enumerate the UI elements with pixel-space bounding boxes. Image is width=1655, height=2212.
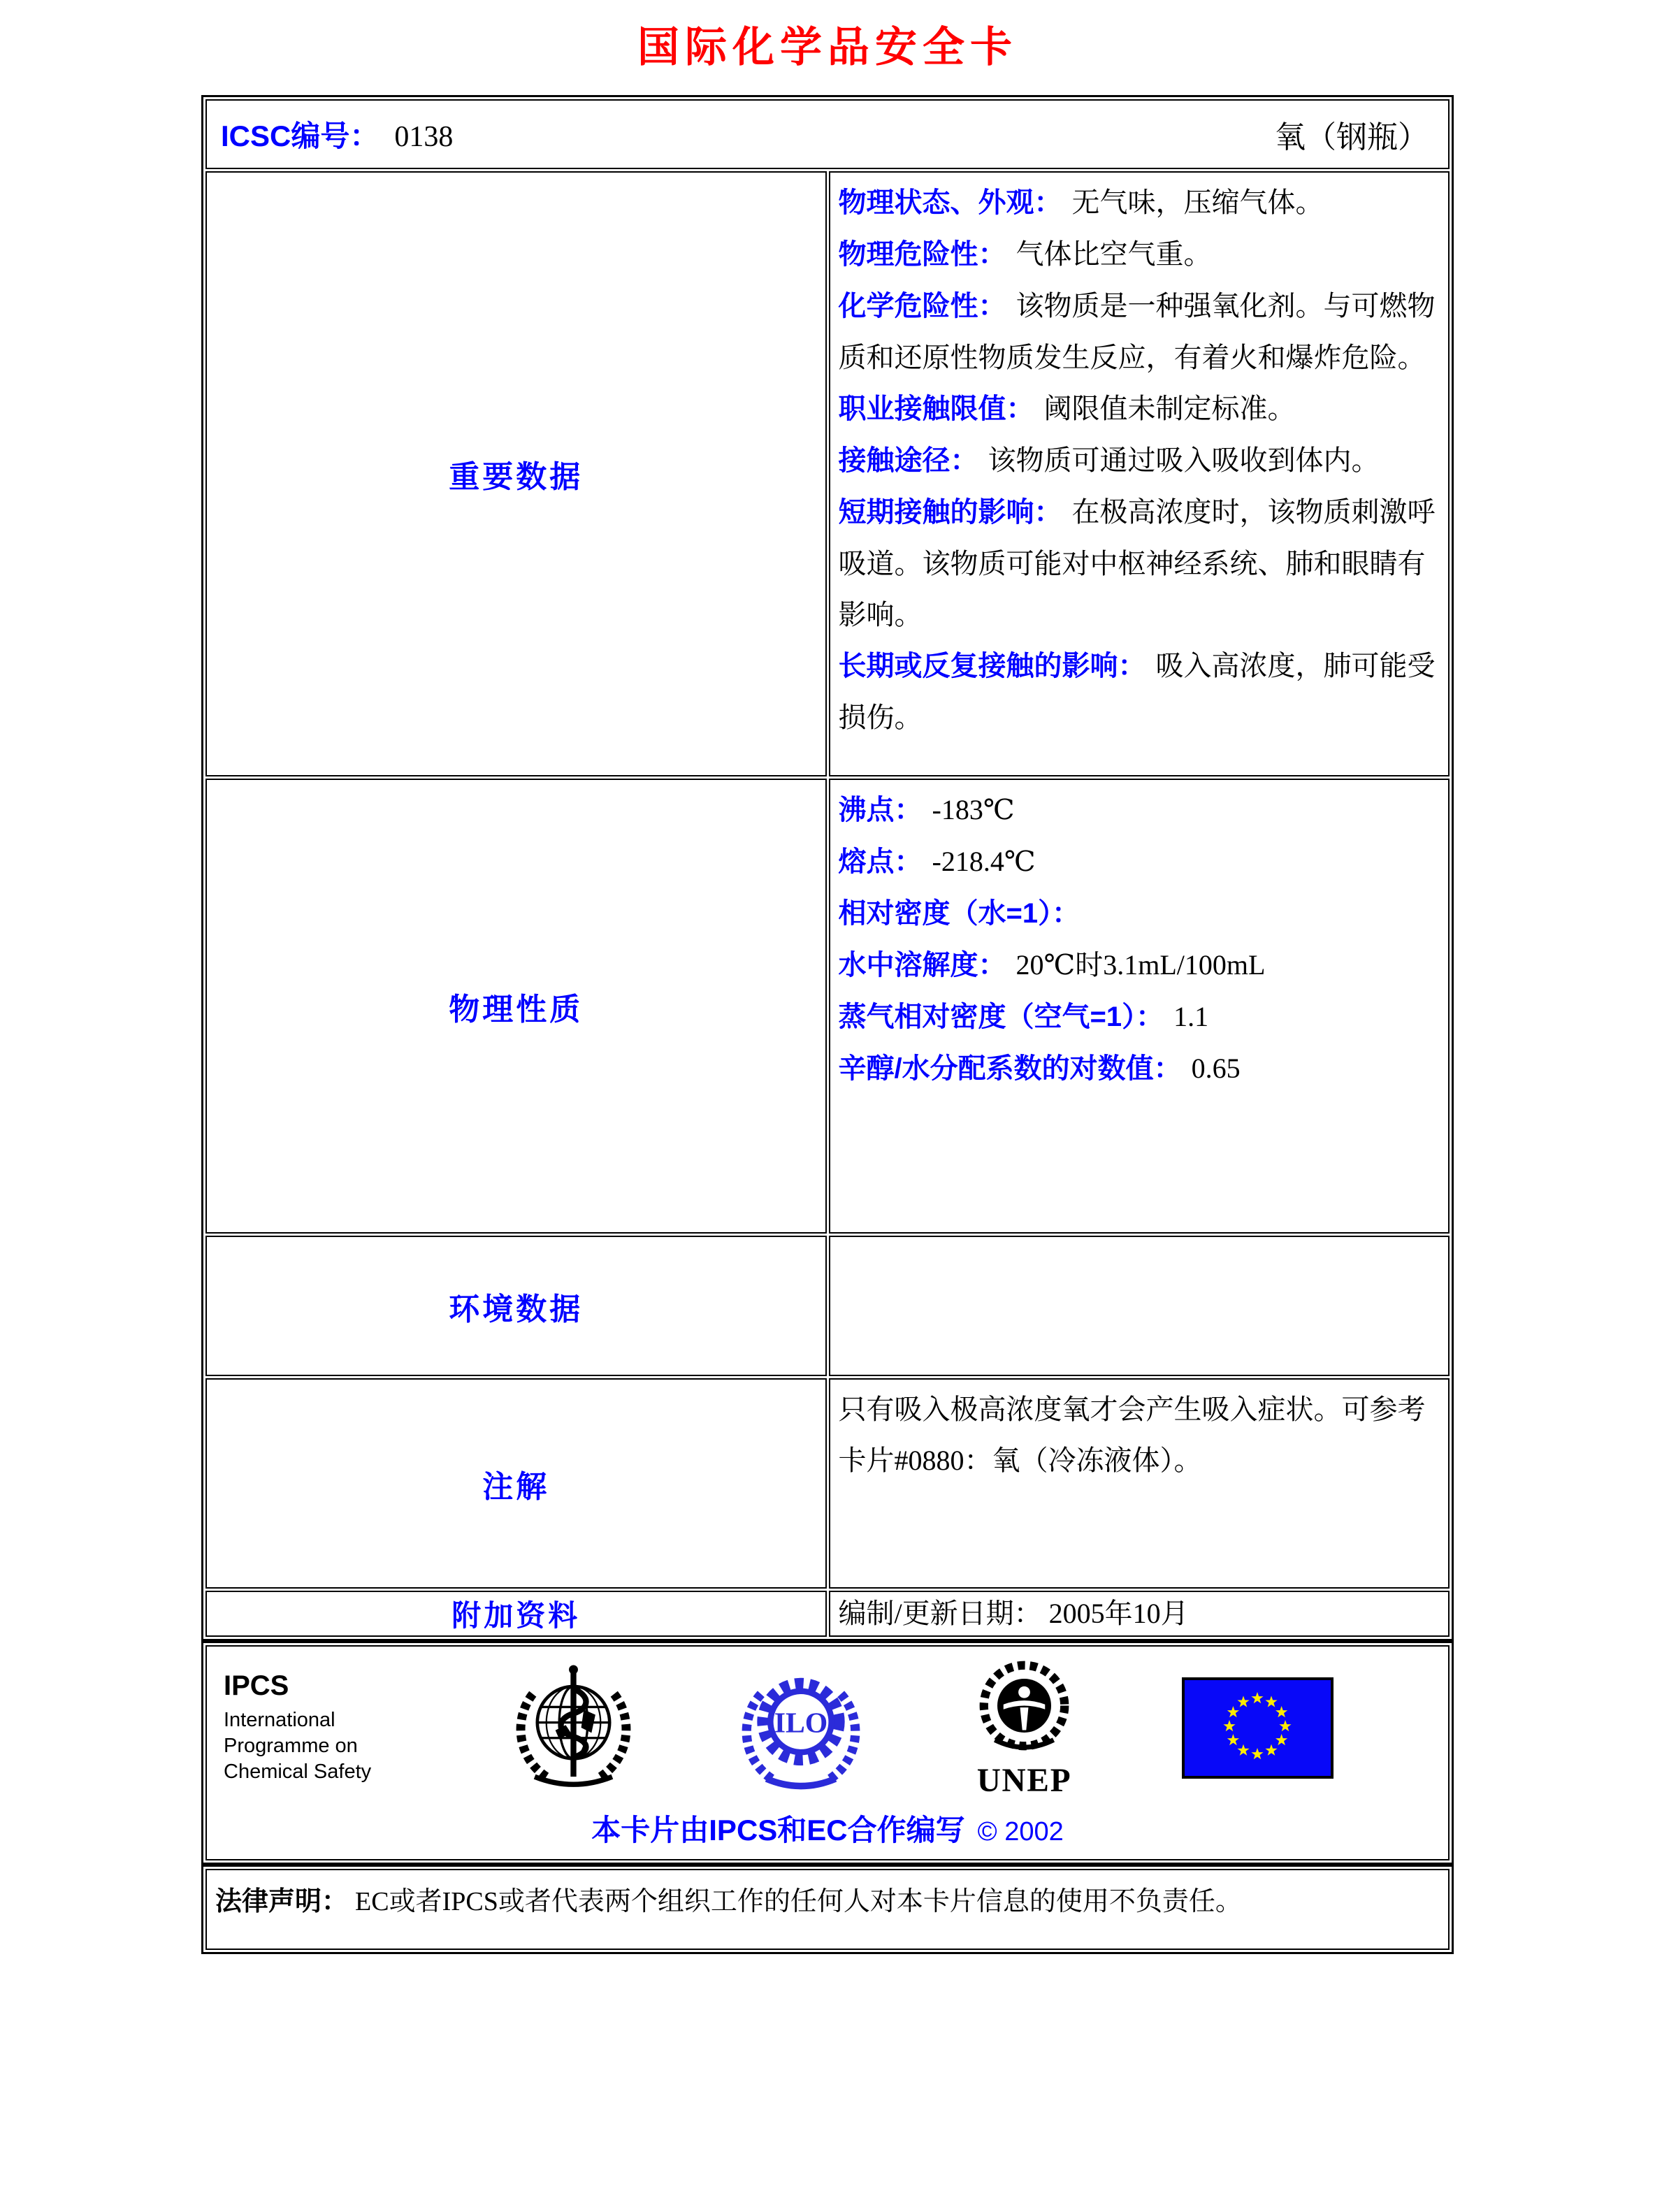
chemical-name: 氧（钢瓶） — [1275, 120, 1429, 154]
icsc-number-group — [221, 113, 453, 155]
field-label: 蒸气相对密度（空气=1）： — [838, 1002, 1164, 1032]
field-value: 0.65 — [1191, 1053, 1241, 1084]
field-row — [839, 229, 1438, 280]
field-value: 吸入高浓度，肺可能受损伤。 — [838, 650, 1436, 733]
header-cell — [205, 99, 1450, 169]
ipcs-line: Chemical Safety — [224, 1761, 372, 1783]
field-label: 长期或反复接触的影响： — [838, 651, 1146, 681]
section-label-notes: 注解 — [205, 1378, 827, 1589]
field-label: 短期接触的影响： — [838, 497, 1062, 528]
field-label: 水中溶解度： — [838, 950, 1006, 981]
credit-line — [224, 1807, 1431, 1849]
unep-letters: UNEP — [976, 1763, 1072, 1799]
notes-content — [829, 1378, 1450, 1589]
legal-notice-text: EC或者IPCS或者代表两个组织工作的任何人对本卡片信息的使用不负责任。 — [355, 1887, 1242, 1916]
additional-info-content: 编制/更新日期： 2005年10月 — [829, 1591, 1450, 1637]
main-table — [201, 95, 1454, 1641]
ilo-logo-icon — [735, 1662, 867, 1793]
important-data-content — [829, 171, 1450, 776]
legal-row — [205, 1869, 1450, 1950]
legal-cell — [205, 1869, 1450, 1950]
page-title: 国际化学品安全卡 — [637, 24, 1018, 71]
section-label-important-data: 重要数据 — [205, 171, 827, 776]
who-logo-icon — [509, 1661, 638, 1795]
environmental-data-content — [829, 1236, 1450, 1376]
field-value: 该物质是一种强氧化剂。与可燃物质和还原性物质发生反应，有着火和爆炸危险。 — [838, 290, 1436, 373]
field-row — [839, 939, 1438, 991]
logos-cell — [205, 1645, 1450, 1860]
field-row — [839, 991, 1438, 1043]
legal-table — [201, 1865, 1454, 1954]
section-label-additional-info: 附加资料 — [205, 1591, 827, 1637]
icsc-number-label: ICSC编号： — [221, 120, 380, 152]
field-value: 无气味，压缩气体。 — [1071, 187, 1324, 218]
ipcs-acronym: IPCS — [224, 1670, 289, 1701]
logos-table — [201, 1641, 1454, 1865]
field-label: 沸点： — [838, 795, 923, 825]
physical-properties-content — [829, 779, 1450, 1234]
field-label: 职业接触限值： — [838, 393, 1034, 424]
field-label: 物理危险性： — [838, 239, 1006, 270]
field-row — [839, 280, 1438, 383]
field-value: -183℃ — [932, 794, 1015, 825]
header-row — [205, 99, 1450, 169]
logos-row — [205, 1645, 1450, 1860]
field-row — [839, 435, 1438, 486]
unep-logo-icon — [963, 1654, 1085, 1801]
notes-text: 只有吸入极高浓度氧才会产生吸入症状。可参考卡片#0880：氧（冷冻液体）。 — [838, 1394, 1426, 1476]
field-row — [839, 784, 1438, 836]
eu-flag-icon — [1182, 1677, 1334, 1779]
field-label: 接触途径： — [838, 445, 978, 476]
field-row — [839, 836, 1438, 888]
credit-year: © 2002 — [977, 1817, 1064, 1846]
field-label: 化学危险性： — [838, 291, 1006, 321]
field-row — [839, 177, 1438, 229]
section-label-environmental-data: 环境数据 — [205, 1236, 827, 1376]
field-value: 该物质可通过吸入吸收到体内。 — [988, 444, 1380, 476]
section-label-physical-properties: 物理性质 — [205, 779, 827, 1234]
field-label: 相对密度（水=1）： — [838, 898, 1081, 929]
field-value: 1.1 — [1173, 1001, 1209, 1032]
field-row — [839, 383, 1438, 435]
field-label: 物理状态、外观： — [838, 187, 1062, 218]
field-label: 辛醇/水分配系数的对数值： — [838, 1053, 1182, 1084]
field-value: 20℃时3.1mL/100mL — [1016, 949, 1266, 981]
environmental-data-row — [205, 1236, 1450, 1376]
field-row — [839, 1043, 1438, 1094]
field-value: 阈限值未制定标准。 — [1043, 393, 1296, 424]
ipcs-line: International — [224, 1709, 335, 1731]
ipcs-line: Programme on — [224, 1735, 358, 1757]
ilo-letters: ILO — [774, 1707, 827, 1740]
field-label: 熔点： — [838, 846, 923, 877]
additional-info-row — [205, 1591, 1450, 1637]
ipcs-wordmark — [224, 1670, 412, 1785]
field-value: 在极高浓度时，该物质刺激呼吸道。该物质可能对中枢神经系统、肺和眼睛有影响。 — [838, 496, 1436, 630]
credit-text: 本卡片由IPCS和EC合作编写 — [591, 1814, 965, 1846]
field-row — [839, 640, 1438, 743]
physical-properties-row — [205, 779, 1450, 1234]
notes-row — [205, 1378, 1450, 1589]
field-row — [839, 888, 1438, 939]
field-value: -218.4℃ — [932, 846, 1036, 877]
important-data-row — [205, 171, 1450, 776]
legal-notice-label: 法律声明： — [215, 1887, 349, 1916]
field-value: 气体比空气重。 — [1016, 238, 1212, 270]
icsc-number-value: 0138 — [394, 121, 454, 153]
field-row — [839, 486, 1438, 640]
card-body — [201, 95, 1454, 1954]
